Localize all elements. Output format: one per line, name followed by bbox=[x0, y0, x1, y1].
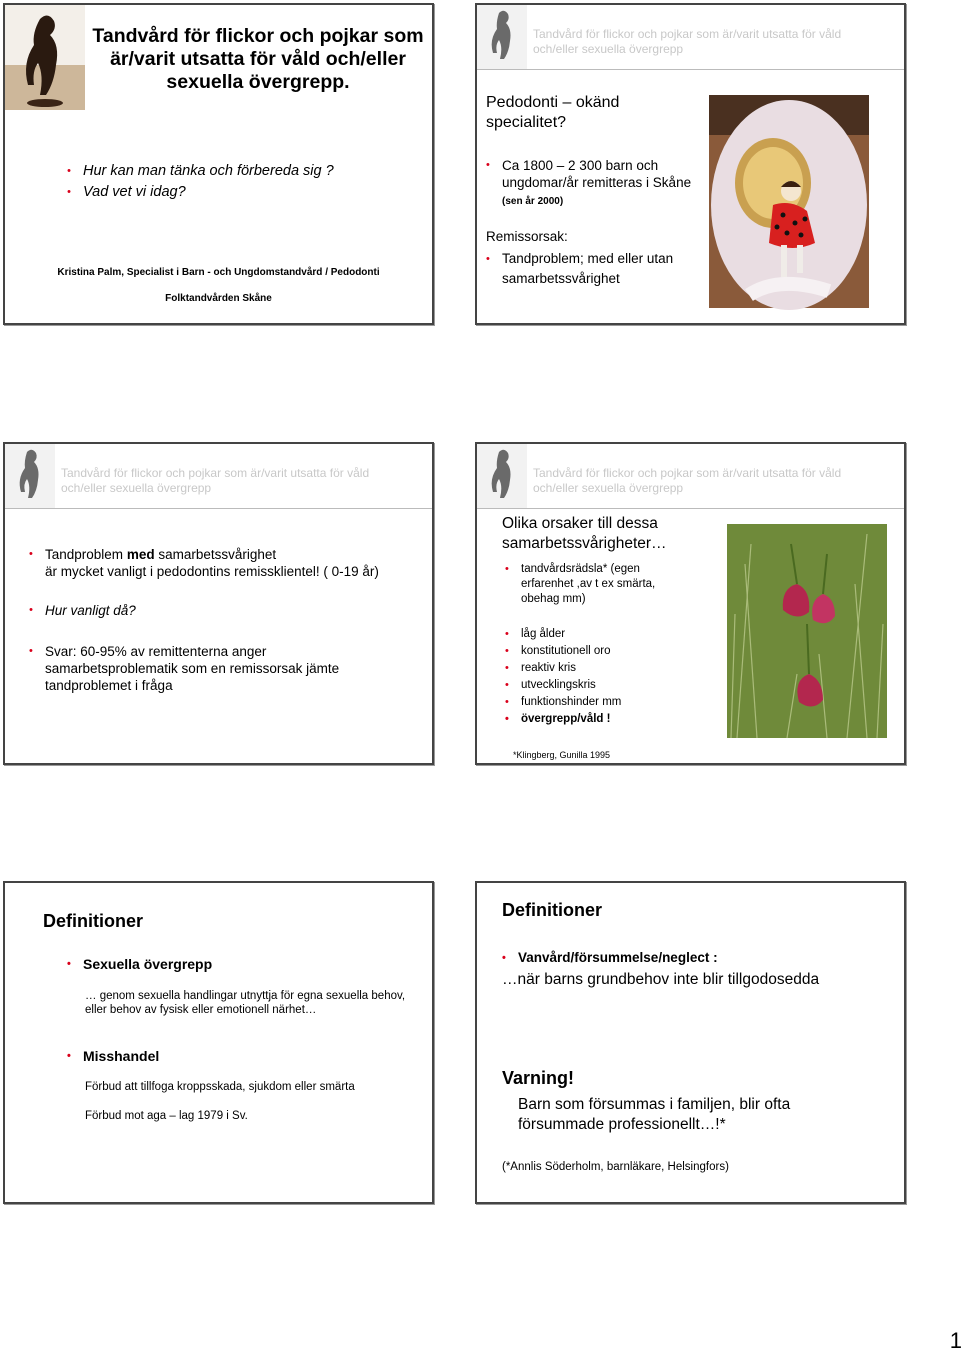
slide-3-bullet-2: • Hur vanligt då? bbox=[29, 602, 419, 619]
slide-5 bbox=[3, 881, 434, 1204]
cause-item: • låg ålder bbox=[505, 627, 673, 642]
definition-abuse-heading: • Misshandel bbox=[67, 1047, 417, 1065]
cause-item: • tandvårdsrädsla* (egen erfarenhet ,av t ex smärta, obehag mm) bbox=[505, 562, 673, 607]
cause-item: • konstitutionell oro bbox=[505, 644, 673, 659]
slide-4-header-divider bbox=[477, 508, 904, 509]
slide-2-header-divider bbox=[477, 69, 904, 70]
sculpture-thumbnail bbox=[477, 444, 527, 508]
slide-3-bullet-3: • Svar: 60-95% av remittenterna anger samarbetsproblematik som en remissorsak jämte tandproblemet i fråga bbox=[29, 643, 375, 694]
fritillary-flower-photo bbox=[727, 524, 887, 738]
slide-3-header-divider bbox=[5, 508, 432, 509]
slide-1 bbox=[3, 3, 434, 325]
slide-4 bbox=[475, 442, 906, 765]
slide-1-bullet-2: • Vad vet vi idag? bbox=[67, 182, 334, 203]
slide-3 bbox=[3, 442, 434, 765]
slide-2 bbox=[475, 3, 906, 325]
slide-6-definitions bbox=[502, 949, 882, 967]
definition-neglect-text: …när barns grundbehov inte blir tillgodosedda bbox=[502, 971, 820, 988]
author-line: Kristina Palm, Specialist i Barn - och Ungdomstandvård / Pedodonti bbox=[57, 267, 380, 278]
sculpture-image bbox=[5, 5, 85, 110]
definition-neglect-heading: • Vanvård/försummelse/neglect : bbox=[502, 949, 882, 967]
definition-sexual-abuse-heading: • Sexuella övergrepp bbox=[67, 955, 417, 973]
slide-2-bullet-1-note: (sen år 2000) bbox=[502, 196, 564, 207]
slide-2-heading: Pedodonti – okänd specialitet? bbox=[486, 94, 620, 131]
slide-4-footnote: *Klingberg, Gunilla 1995 bbox=[513, 750, 611, 760]
slide-2-bullet-list-2 bbox=[486, 249, 696, 289]
definition-abuse-text-1: Förbud att tillfoga kroppsskada, sjukdom eller smärta bbox=[85, 1081, 355, 1093]
cause-item: • funktionshinder mm bbox=[505, 695, 673, 710]
definition-sexual-abuse-text: … genom sexuella handlingar utnyttja för egna sexuella behov, eller behov av fysisk eller emotionell närhet… bbox=[85, 990, 406, 1016]
slide-2-bullet-2: • Tandproblem; med eller utan samarbetssvårighet bbox=[486, 249, 696, 289]
slide-5-definitions bbox=[67, 955, 417, 973]
definition-abuse-text-2: Förbud mot aga – lag 1979 i Sv. bbox=[85, 1110, 248, 1122]
slide-4-heading: Olika orsaker till dessa samarbetssvårigheter… bbox=[502, 515, 667, 552]
slide-2-bullet-1: • Ca 1800 – 2 300 barn och ungdomar/år remitteras i Skåne (sen år 2000) bbox=[486, 157, 696, 210]
slide-3-header: Tandvård för flickor och pojkar som är/varit utsatta för våld och/eller sexuella övergrepp bbox=[61, 466, 370, 495]
slide-4-header: Tandvård för flickor och pojkar som är/varit utsatta för våld och/eller sexuella övergrepp bbox=[533, 466, 842, 495]
slide-4-causes bbox=[505, 562, 673, 727]
warning-reference: (*Annlis Söderholm, barnläkare, Helsingfors) bbox=[502, 1161, 729, 1173]
warning-text: Barn som försummas i familjen, blir ofta försummade professionellt…!* bbox=[518, 1096, 791, 1133]
slide-1-bullets bbox=[67, 161, 334, 203]
slide-6-title: Definitioner bbox=[502, 900, 603, 920]
organization-line: Folktandvården Skåne bbox=[165, 293, 272, 304]
reasons-label: Remissorsak: bbox=[486, 229, 568, 244]
slide-1-title: Tandvård för flickor och pojkar som är/varit utsatta för våld och/eller sexuella övergrepp. bbox=[92, 25, 424, 93]
slide-1-bullet-1: • Hur kan man tänka och förbereda sig ? bbox=[67, 161, 334, 182]
sculpture-thumbnail bbox=[477, 5, 527, 69]
slide-6 bbox=[475, 881, 906, 1204]
warning-heading: Varning! bbox=[502, 1068, 575, 1088]
slide-5-definitions-2 bbox=[67, 1047, 417, 1065]
slide-3-bullet-1: • Tandproblem med samarbetssvårighet är mycket vanligt i pedodontins remissklientel! ( 0-19 år) bbox=[29, 546, 419, 580]
cause-item: • utvecklingskris bbox=[505, 678, 673, 693]
slide-5-title: Definitioner bbox=[43, 911, 144, 931]
page-number: 1 bbox=[949, 1328, 962, 1353]
cause-item-highlight: • övergrepp/våld ! bbox=[505, 712, 673, 727]
sculpture-thumbnail bbox=[5, 444, 55, 508]
cause-item: • reaktiv kris bbox=[505, 661, 673, 676]
slide-2-bullet-list-1 bbox=[486, 157, 696, 210]
ladybug-doll-photo bbox=[709, 95, 869, 308]
slide-3-bullets bbox=[29, 546, 419, 694]
slide-2-header: Tandvård för flickor och pojkar som är/varit utsatta för våld och/eller sexuella övergrepp bbox=[533, 27, 842, 56]
